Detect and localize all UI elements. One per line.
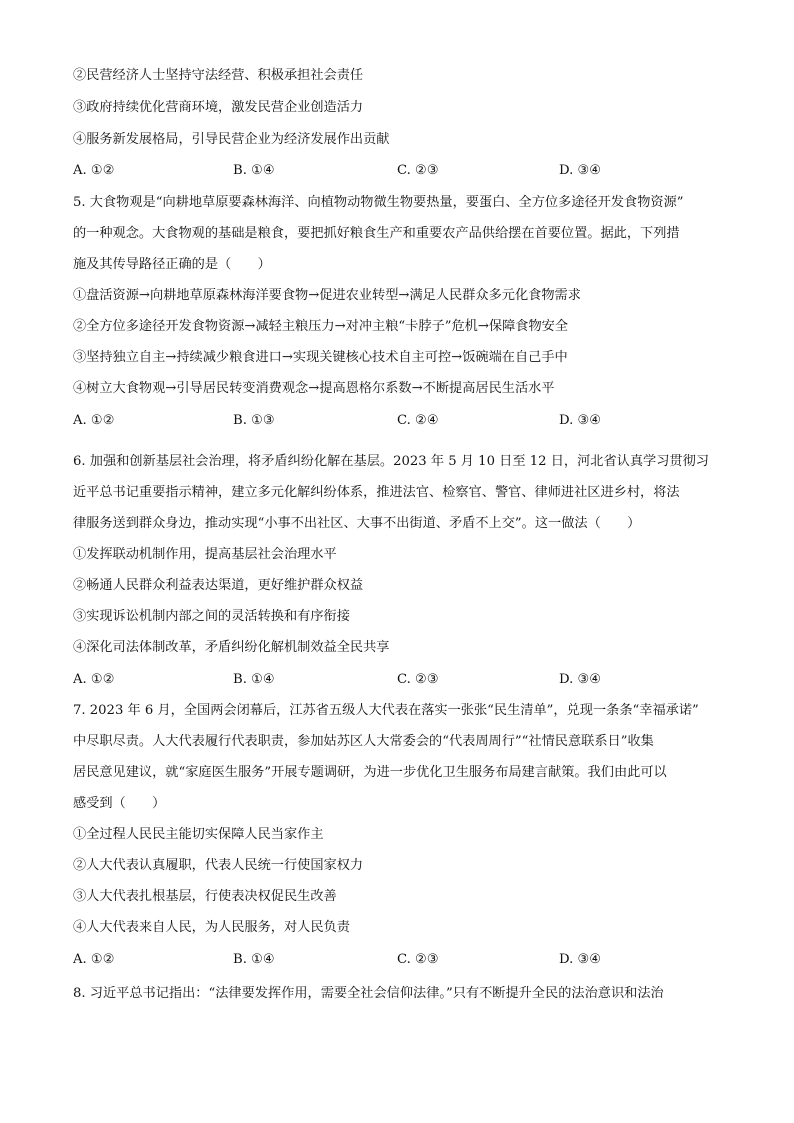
q4-options	[73, 161, 733, 181]
q7-item-1: ①全过程人民民主能切实保障人民当家作主	[73, 827, 324, 842]
q6-option-b[interactable]: B. ①④	[233, 672, 275, 687]
q4-option-c[interactable]: C. ②③	[397, 163, 439, 178]
q7-option-d[interactable]: D. ③④	[559, 952, 602, 967]
q6-stem-line-3: 律服务送到群众身边，推动实现“小事不出社区、大事不出街道、矛盾不上交”。这一做法（ ）	[73, 516, 641, 531]
q8-stem-line-1: 8. 习近平总书记指出：“法律要发挥作用，需要全社会信仰法律。”只有不断提升全民的法治意识和法治	[73, 986, 664, 1001]
q6-option-d[interactable]: D. ③④	[559, 672, 602, 687]
q5-item-4: ④树立大食物观→引导居民转变消费观念→提高恩格尔系数→不断提高居民生活水平	[73, 381, 555, 396]
q4-option-b[interactable]: B. ①④	[233, 163, 275, 178]
q6-stem-line-2: 近平总书记重要指示精神，建立多元化解纠纷体系，推进法官、检察官、警官、律师进社区进乡村，将法	[73, 485, 680, 500]
q4-option-a[interactable]: A. ①②	[73, 163, 115, 178]
q5-option-c[interactable]: C. ②④	[397, 413, 439, 428]
q5-option-b[interactable]: B. ①③	[233, 413, 275, 428]
q6-item-2: ②畅通人民群众利益表达渠道，更好维护群众权益	[73, 578, 364, 593]
q4-item-3: ③政府持续优化营商环境，激发民营企业创造活力	[73, 100, 364, 115]
q7-item-3: ③人大代表扎根基层，行使表决权促民生改善	[73, 889, 337, 904]
q6-option-a[interactable]: A. ①②	[73, 672, 115, 687]
q6-item-4: ④深化司法体制改革，矛盾纠纷化解机制效益全民共享	[73, 640, 390, 655]
q6-item-3: ③实现诉讼机制内部之间的灵活转换和有序衔接	[73, 609, 350, 624]
q7-stem-line-1: 7. 2023 年 6 月，全国两会闭幕后，江苏省五级人大代表在落实一张张“民生清单”，兑现一条条“幸福承诺”	[73, 703, 699, 718]
q7-option-b[interactable]: B. ①④	[233, 952, 275, 967]
q7-item-2: ②人大代表认真履职，代表人民统一行使国家权力	[73, 858, 364, 873]
q7-item-4: ④人大代表来自人民，为人民服务，对人民负责	[73, 920, 350, 935]
q4-item-4: ④服务新发展格局，引导民营企业为经济发展作出贡献	[73, 132, 390, 147]
q5-stem-line-2: 的一种观念。大食物观的基础是粮食，要把抓好粮食生产和重要农产品供给摆在首要位置。据此，下列措	[73, 226, 680, 241]
q5-item-1: ①盘活资源→向耕地草原森林海洋要食物→促进农业转型→满足人民群众多元化食物需求	[73, 288, 581, 303]
q4-item-2: ②民营经济人士坚持守法经营、积极承担社会责任	[73, 68, 364, 83]
q6-stem-line-1: 6. 加强和创新基层社会治理，将矛盾纠纷化解在基层。2023 年 5 月 10 日至 12 日，河北省认真学习贯彻习	[73, 454, 709, 469]
q6-item-1: ①发挥联动机制作用，提高基层社会治理水平	[73, 547, 337, 562]
q5-stem-line-3: 施及其传导路径正确的是（ ）	[73, 257, 271, 272]
q5-item-3: ③坚持独立自主→持续减少粮食进口→实现关键核心技术自主可控→饭碗端在自己手中	[73, 350, 568, 365]
q4-option-d[interactable]: D. ③④	[559, 163, 602, 178]
q6-options	[73, 670, 733, 690]
q5-option-d[interactable]: D. ③④	[559, 413, 602, 428]
q7-option-a[interactable]: A. ①②	[73, 952, 115, 967]
q5-option-a[interactable]: A. ①②	[73, 413, 115, 428]
q5-options	[73, 411, 733, 431]
q7-option-c[interactable]: C. ②③	[397, 952, 439, 967]
q7-stem-line-4: 感受到（ ）	[73, 796, 166, 811]
q5-item-2: ②全方位多途径开发食物资源→减轻主粮压力→对冲主粮“卡脖子”危机→保障食物安全	[73, 319, 569, 334]
q7-options	[73, 950, 733, 970]
q5-stem-line-1: 5. 大食物观是“向耕地草原要森林海洋、向植物动物微生物要热量，要蛋白、全方位多途径开发食物资源”	[73, 195, 684, 210]
q7-stem-line-3: 居民意见建议，就“家庭医生服务”开展专题调研，为进一步优化卫生服务布局建言献策。我们由此可以	[73, 765, 667, 780]
q6-option-c[interactable]: C. ②③	[397, 672, 439, 687]
q7-stem-line-2: 中尽职尽责。人大代表履行代表职责，参加姑苏区人大常委会的“代表周周行”“社情民意联系日”收集	[73, 734, 654, 749]
